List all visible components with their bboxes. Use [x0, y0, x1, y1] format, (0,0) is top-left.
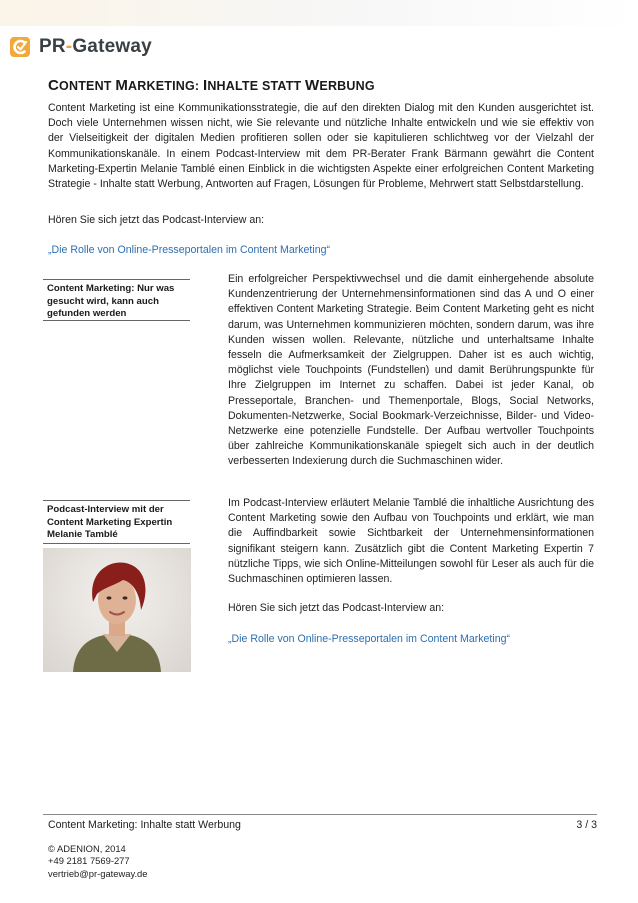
sidebar-heading-content-marketing: Content Marketing: Nur was gesucht wird, kann auch gefunden werden	[43, 279, 190, 321]
top-gradient-bar	[0, 0, 638, 26]
podcast-link-2[interactable]: „Die Rolle von Online-Presseportalen im Content Marketing“	[228, 633, 511, 645]
email-address[interactable]: vertrieb@pr-gateway.de	[48, 867, 148, 879]
pr-gateway-logo-icon	[9, 36, 31, 58]
section1-body: Ein erfolgreicher Perspektivwechsel und die damit einhergehende absolute Kundenzentrierung der Unternehmensinformationen sind das A und O einer effektiven Content Marketing Strategie. Beim Content Marketing geht es nicht darum, was Unternehmen kommunizieren möchten, sondern darum, was ihre Kunden wissen wollen. Relevante, nützliche und unterhaltsame Inhalte fesseln die Aufmerksamkeit der Zielgruppen. Daher ist es auch wichtig, möglichst viele Touchpoints (Fundstellen) und damit Berührungspunkte für Ihre Zielgruppen im Internet zu schaffen. Dabei ist jeder Kanal, ob Presseportale, Branchen- und Themenportale, Blogs, Social Networks, Dokumenten-Netzwerke, Social Bookmark-Verzeichnisse, Bilder- und Video-Netzwerke eine potenzielle Fundstelle. Der Aufbau wertvoller Touchpoints über zahlreiche Kommunikationskanäle spiegelt sich auch in der deutlich verbesserten Indexierung durch die Suchmaschinen wider.	[228, 273, 594, 468]
intro-paragraph: Content Marketing ist eine Kommunikationsstrategie, die auf den direkten Dialog mit den Kunden ausgerichtet ist. Doch viele Unternehmen wissen nicht, wie Sie relevante und nützliche Inhalte entwickeln und wie sie effektiv von der Vielseitigkeit der digitalen Medien profitieren sollen oder sie kapitulieren schlichtweg vor der Vielzahl der Kommunikationskanäle. In einem Podcast-Interview mit dem PR-Berater Frank Bärmann gewährt die Content Marketing-Expertin Melanie Tamblé einen Einblick in die wichtigsten Aspekte einer erfolgreichen Content Marketing Strategie - Inhalte statt Werbung, Antworten auf Fragen, Lösungen für Probleme, Mehrwert statt Selbstdarstellung.	[48, 102, 594, 191]
listen-text: Hören Sie sich jetzt das Podcast-Interview an:	[48, 214, 265, 226]
page-number: 3 / 3	[576, 819, 597, 831]
contact-block	[48, 843, 148, 880]
listen-text-2: Hören Sie sich jetzt das Podcast-Interview an:	[228, 602, 445, 614]
portrait-illustration	[43, 548, 191, 672]
pr-gateway-logo	[9, 35, 152, 59]
sidebar-heading-podcast-interview: Podcast-Interview mit der Content Marketing Expertin Melanie Tamblé	[43, 500, 190, 544]
logo-text: PR-Gateway	[39, 36, 152, 57]
phone-number: +49 2181 7569-277	[48, 855, 130, 867]
footer-doc-title: Content Marketing: Inhalte statt Werbung	[48, 819, 241, 831]
portrait-photo	[43, 548, 191, 672]
podcast-link[interactable]: „Die Rolle von Online-Presseportalen im Content Marketing“	[48, 244, 331, 256]
page-title: CONTENT MARKETING: INHALTE STATT WERBUNG	[48, 77, 375, 94]
footer-divider	[43, 814, 597, 815]
copyright: © ADENION, 2014	[48, 843, 126, 854]
section2-body: Im Podcast-Interview erläutert Melanie Tamblé die inhaltliche Ausrichtung des Content Marketing sowie den Aufbau von Touchpoints und erklärt, wie man die Auffindbarkeit sowie Sichtbarkeit der Unternehmensinformationen signifikant steigern kann. Zusätzlich gibt die Content Marketing Expertin 7 nützliche Tipps, wie sich Online-Mitteilungen sowohl für Leser als auch für die Suchmaschinen optimieren lassen.	[228, 497, 594, 586]
